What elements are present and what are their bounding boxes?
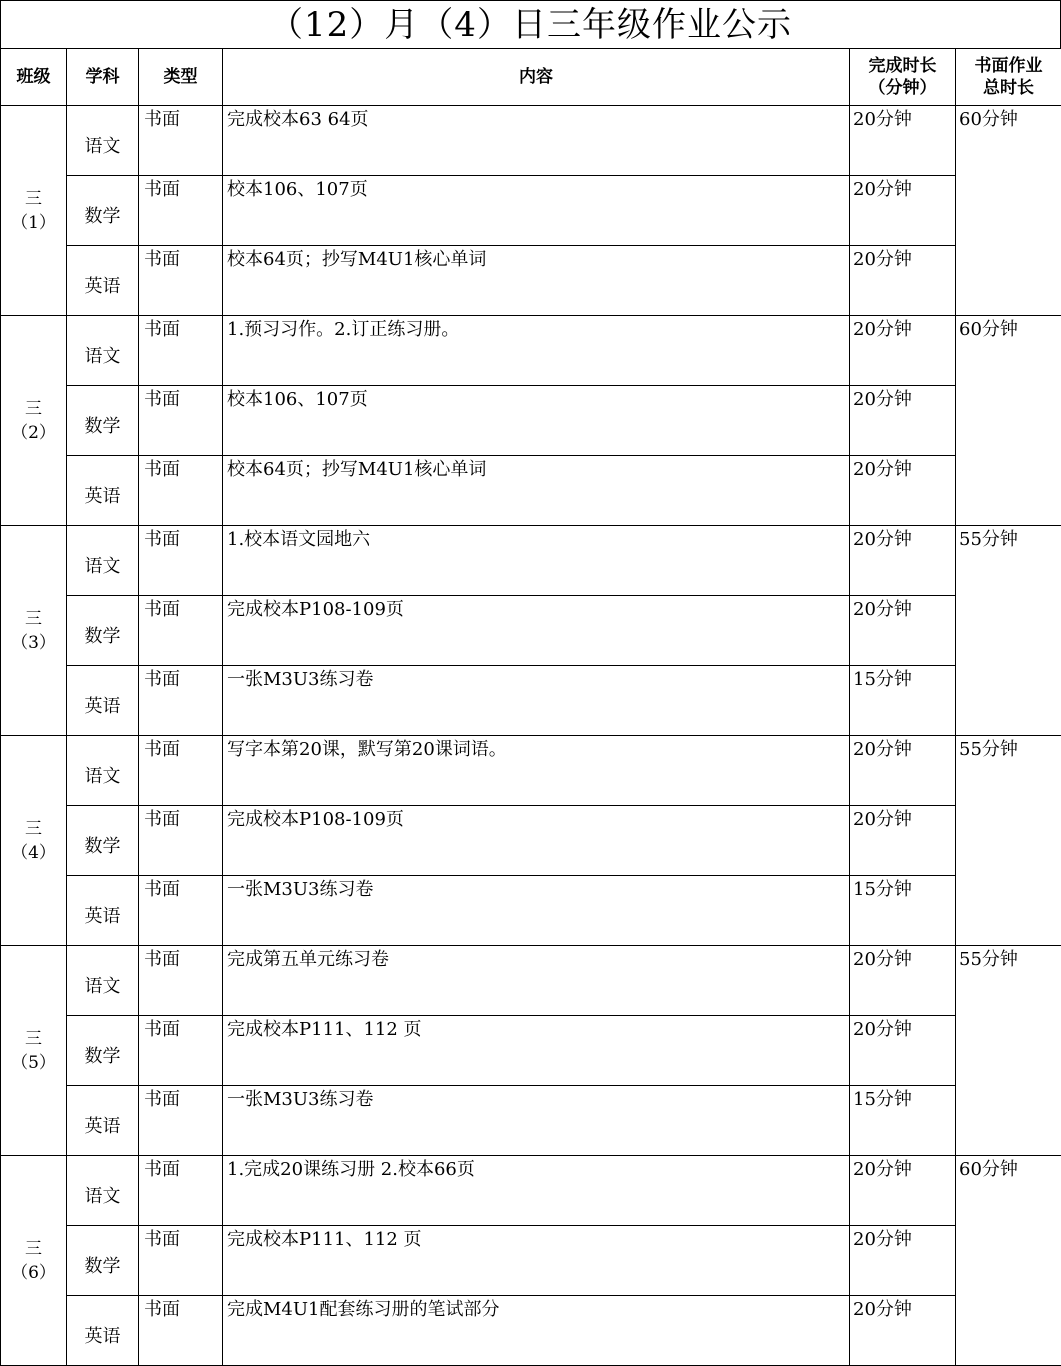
subject-cell: 语文 <box>67 526 139 596</box>
class-name-line1: 三 <box>25 609 42 629</box>
class-name-line2: （4） <box>11 843 56 863</box>
table-row <box>1 666 1061 736</box>
class-name-line1: 三 <box>25 1239 42 1259</box>
header-row <box>1 49 1061 106</box>
duration-cell: 15分钟 <box>850 876 956 946</box>
class-cell <box>1 1156 67 1366</box>
content-cell: 1.完成20课练习册 2.校本66页 <box>223 1156 850 1226</box>
type-cell: 书面 <box>139 1156 223 1226</box>
table-row <box>1 176 1061 246</box>
type-cell: 书面 <box>139 246 223 316</box>
type-cell: 书面 <box>139 316 223 386</box>
subject-cell: 数学 <box>67 806 139 876</box>
subject-cell: 数学 <box>67 176 139 246</box>
header-type: 类型 <box>139 49 223 106</box>
duration-cell: 15分钟 <box>850 1086 956 1156</box>
content-cell: 一张M3U3练习卷 <box>223 666 850 736</box>
class-name-line1: 三 <box>25 189 42 209</box>
duration-cell: 20分钟 <box>850 1016 956 1086</box>
header-class: 班级 <box>1 49 67 106</box>
duration-cell: 20分钟 <box>850 946 956 1016</box>
table-row <box>1 456 1061 526</box>
class-name-line2: （5） <box>11 1053 56 1073</box>
content-cell: 完成校本P108-109页 <box>223 596 850 666</box>
subject-cell: 数学 <box>67 1016 139 1086</box>
page-title: （12）月（4）日三年级作业公示 <box>0 0 1061 48</box>
duration-cell: 20分钟 <box>850 736 956 806</box>
class-cell <box>1 946 67 1156</box>
subject-cell: 语文 <box>67 1156 139 1226</box>
table-row <box>1 526 1061 596</box>
content-cell: 1.校本语文园地六 <box>223 526 850 596</box>
type-cell: 书面 <box>139 946 223 1016</box>
duration-cell: 20分钟 <box>850 246 956 316</box>
content-cell: 完成M4U1配套练习册的笔试部分 <box>223 1296 850 1366</box>
content-cell: 一张M3U3练习卷 <box>223 1086 850 1156</box>
table-row <box>1 386 1061 456</box>
duration-cell: 20分钟 <box>850 1296 956 1366</box>
subject-cell: 英语 <box>67 1296 139 1366</box>
class-cell <box>1 316 67 526</box>
header-duration-line1: 完成时长 <box>869 56 937 76</box>
header-content: 内容 <box>223 49 850 106</box>
content-cell: 校本106、107页 <box>223 176 850 246</box>
subject-cell: 语文 <box>67 946 139 1016</box>
duration-cell: 20分钟 <box>850 386 956 456</box>
content-cell: 完成校本P111、112 页 <box>223 1226 850 1296</box>
class-name-line2: （3） <box>11 633 56 653</box>
table-row <box>1 246 1061 316</box>
total-duration-cell: 55分钟 <box>956 736 1061 946</box>
total-duration-cell: 55分钟 <box>956 526 1061 736</box>
duration-cell: 20分钟 <box>850 526 956 596</box>
subject-cell: 数学 <box>67 596 139 666</box>
content-cell: 完成校本P111、112 页 <box>223 1016 850 1086</box>
table-body <box>1 106 1061 1366</box>
homework-table <box>0 48 1061 1366</box>
content-cell: 校本64页；抄写M4U1核心单词 <box>223 456 850 526</box>
table-row <box>1 316 1061 386</box>
content-cell: 写字本第20课，默写第20课词语。 <box>223 736 850 806</box>
header-total-line1: 书面作业 <box>975 56 1043 76</box>
type-cell: 书面 <box>139 456 223 526</box>
class-cell <box>1 106 67 316</box>
subject-cell: 语文 <box>67 316 139 386</box>
subject-cell: 英语 <box>67 1086 139 1156</box>
table-row <box>1 876 1061 946</box>
subject-cell: 英语 <box>67 456 139 526</box>
table-row <box>1 1156 1061 1226</box>
class-name-line2: （6） <box>11 1263 56 1283</box>
type-cell: 书面 <box>139 736 223 806</box>
header-total <box>956 49 1061 106</box>
total-duration-cell: 60分钟 <box>956 1156 1061 1366</box>
table-row <box>1 596 1061 666</box>
type-cell: 书面 <box>139 106 223 176</box>
duration-cell: 20分钟 <box>850 1156 956 1226</box>
table-row <box>1 1086 1061 1156</box>
type-cell: 书面 <box>139 1226 223 1296</box>
duration-cell: 15分钟 <box>850 666 956 736</box>
duration-cell: 20分钟 <box>850 596 956 666</box>
type-cell: 书面 <box>139 666 223 736</box>
header-duration <box>850 49 956 106</box>
subject-cell: 数学 <box>67 386 139 456</box>
header-total-line2: 总时长 <box>983 78 1034 98</box>
duration-cell: 20分钟 <box>850 106 956 176</box>
total-duration-cell: 55分钟 <box>956 946 1061 1156</box>
header-duration-line2: （分钟） <box>869 78 937 98</box>
type-cell: 书面 <box>139 1016 223 1086</box>
type-cell: 书面 <box>139 526 223 596</box>
table-row <box>1 106 1061 176</box>
class-name-line1: 三 <box>25 819 42 839</box>
subject-cell: 语文 <box>67 106 139 176</box>
content-cell: 完成校本63 64页 <box>223 106 850 176</box>
content-cell: 校本106、107页 <box>223 386 850 456</box>
total-duration-cell: 60分钟 <box>956 106 1061 316</box>
table-row <box>1 806 1061 876</box>
duration-cell: 20分钟 <box>850 1226 956 1296</box>
table-row <box>1 946 1061 1016</box>
duration-cell: 20分钟 <box>850 176 956 246</box>
subject-cell: 英语 <box>67 666 139 736</box>
duration-cell: 20分钟 <box>850 316 956 386</box>
class-name-line2: （2） <box>11 423 56 443</box>
type-cell: 书面 <box>139 1296 223 1366</box>
duration-cell: 20分钟 <box>850 456 956 526</box>
subject-cell: 英语 <box>67 876 139 946</box>
class-name-line1: 三 <box>25 1029 42 1049</box>
content-cell: 完成校本P108-109页 <box>223 806 850 876</box>
type-cell: 书面 <box>139 596 223 666</box>
table-row <box>1 736 1061 806</box>
class-name-line2: （1） <box>11 213 56 233</box>
header-subject: 学科 <box>67 49 139 106</box>
class-cell <box>1 736 67 946</box>
subject-cell: 语文 <box>67 736 139 806</box>
type-cell: 书面 <box>139 806 223 876</box>
content-cell: 1.预习习作。2.订正练习册。 <box>223 316 850 386</box>
class-name-line1: 三 <box>25 399 42 419</box>
subject-cell: 英语 <box>67 246 139 316</box>
type-cell: 书面 <box>139 1086 223 1156</box>
content-cell: 完成第五单元练习卷 <box>223 946 850 1016</box>
content-cell: 校本64页；抄写M4U1核心单词 <box>223 246 850 316</box>
table-row <box>1 1226 1061 1296</box>
type-cell: 书面 <box>139 386 223 456</box>
subject-cell: 数学 <box>67 1226 139 1296</box>
table-row <box>1 1016 1061 1086</box>
duration-cell: 20分钟 <box>850 806 956 876</box>
type-cell: 书面 <box>139 176 223 246</box>
type-cell: 书面 <box>139 876 223 946</box>
class-cell <box>1 526 67 736</box>
total-duration-cell: 60分钟 <box>956 316 1061 526</box>
content-cell: 一张M3U3练习卷 <box>223 876 850 946</box>
table-row <box>1 1296 1061 1366</box>
